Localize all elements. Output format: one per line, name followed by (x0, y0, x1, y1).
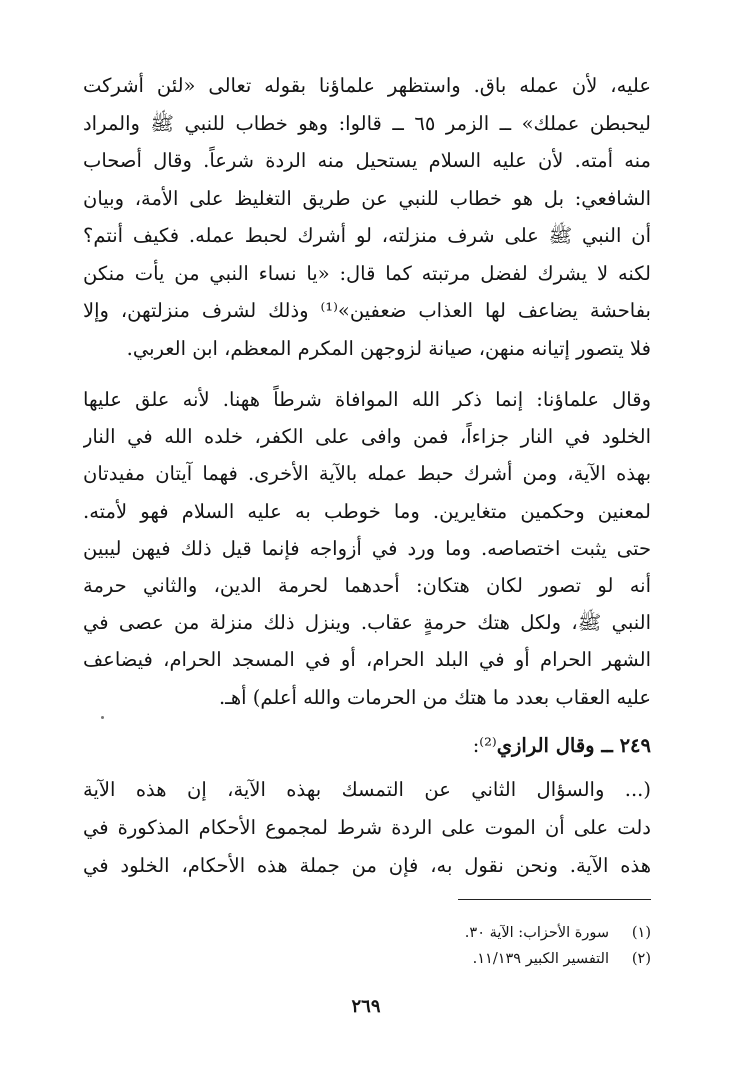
section-heading (83, 726, 651, 766)
text-line: حتى يثبت اختصاصه. وما ورد في أزواجه فإنما قيل ذلك فيهن ليبين (83, 536, 651, 560)
text-line: عليه، لأن عمله باق. واستظهر علماؤنا بقوله تعالى «لئن أشركت (83, 74, 651, 97)
text-line: أنه لو تصور لكان هتكان: أحدهما لحرمة الدين، والثاني حرمة (83, 573, 651, 597)
footnote-text: التفسير الكبير ١١/١٣٩. (472, 951, 609, 967)
text-line: النبي ﷺ، ولكل هتك حرمةٍ عقاب. وينزل ذلك منزلة من عصى في (83, 611, 651, 635)
text-line: (... والسؤال الثاني عن التمسك بهذه الآية، إن هذه الآية (83, 778, 651, 801)
paragraph-3 (83, 771, 651, 885)
text-line: الشهر الحرام أو في البلد الحرام، أو في المسجد الحرام، فيضاعف (83, 648, 651, 672)
section-number: ٢٤٩ (619, 734, 651, 757)
text-line: الخلود في النار جزاءاً، فمن وافى على الكفر، خلده الله في النار (83, 425, 651, 449)
text-line: لكنه لا يشرك لفضل مرتبته كما قال: «يا نساء النبي من يأت منكن (83, 261, 651, 285)
text-line: منه أمته. لأن عليه السلام يستحيل منه الردة شرعاً. وقال أصحاب (83, 149, 651, 172)
text-line: أن النبي ﷺ على شرف منزلته، لو أشرك لحبط عمله. فكيف أنتم؟ (83, 224, 651, 247)
text-line: بهذه الآية، ومن أشرك حبط عمله بالآية الأخرى. فهما آيتان مفيدتان (83, 462, 651, 486)
text-line: ليحبطن عملك» ــ الزمر ٦٥ ــ قالوا: وهو خطاب للنبي ﷺ والمراد (83, 111, 651, 135)
text-line: عليه العقاب بعدد ما هتك من الحرمات والله أعلم) أهـ. (218, 685, 651, 709)
footnote-ref: ⁽²⁾ (479, 734, 497, 757)
text-line: فلا يتصور إتيانه منهن، صيانة لزوجهن المكرم المعظم، ابن العربي. (126, 336, 651, 360)
scan-speck (101, 716, 104, 719)
paragraph-1 (83, 67, 651, 367)
paragraph-2 (83, 381, 651, 716)
section-title: ــ وقال الرازي (496, 734, 620, 757)
footnote-divider (458, 899, 651, 900)
text-line: دلت على أن الموت على الردة شرط لمجموع الأحكام المذكورة في (83, 816, 651, 839)
footnote-number: (١) (631, 925, 651, 941)
text-line: بفاحشة يضاعف لها العذاب ضعفين»⁽¹⁾ وذلك لشرف منزلتهن، وإلا (83, 299, 651, 322)
text-line: لمعنين وحكمين متغايرين. وما خوطب به عليه السلام فهو لأمته. (83, 499, 651, 523)
text-line: هذه الآية. ونحن نقول به، فإن من جملة هذه الأحكام، الخلود في (83, 854, 651, 877)
heading-colon: : (472, 734, 480, 757)
footnote-1 (300, 920, 651, 946)
footnote-number: (٢) (631, 951, 651, 967)
footnote-2 (300, 946, 651, 972)
text-line: وقال علماؤنا: إنما ذكر الله الموافاة شرطاً ههنا. لأنه علق عليها (83, 388, 651, 411)
page-number: ٢٦٩ (351, 996, 381, 1017)
text-line: الشافعي: بل هو خطاب للنبي عن طريق التغليظ على الأمة، وبيان (83, 186, 651, 210)
footnote-text: سورة الأحزاب: الآية ٣٠. (464, 925, 609, 941)
